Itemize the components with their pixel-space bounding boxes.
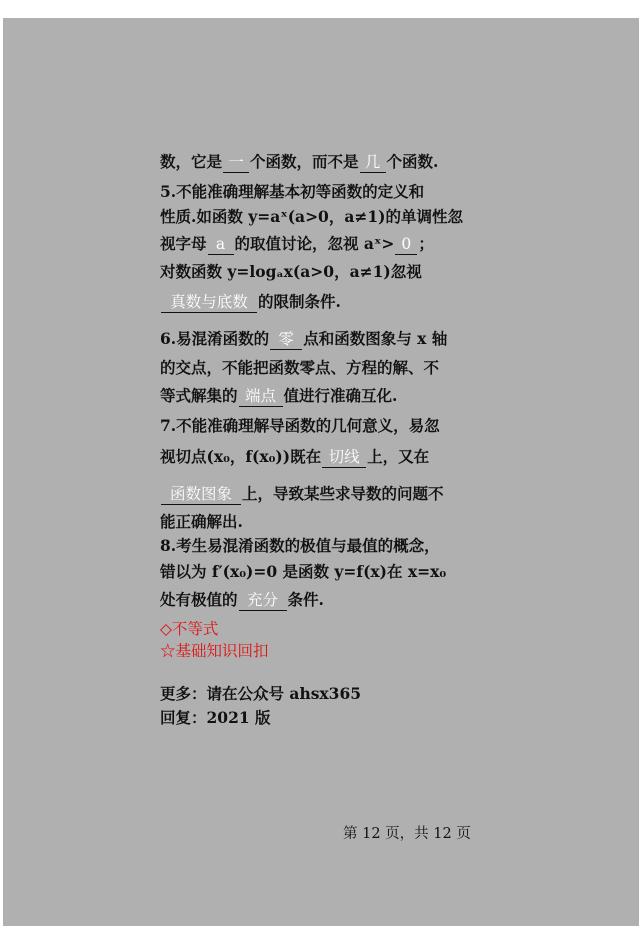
- text: 数，它是: [160, 152, 223, 171]
- text: 点和函数图象与 x 轴: [303, 329, 448, 348]
- answer-blank: a: [208, 234, 234, 255]
- answer-blank: 几: [360, 152, 386, 173]
- note-line: 回复：2021 版: [160, 708, 271, 727]
- text-line: 的交点，不能把函数零点、方程的解、不: [160, 358, 440, 377]
- text: 上，又在: [367, 447, 430, 466]
- text: 个函数.: [386, 152, 439, 171]
- text-line: 错以为 f′(x₀)=0 是函数 y=f(x)在 x=x₀: [160, 562, 447, 581]
- text: 等式解集的: [160, 386, 238, 405]
- text: 上，导致某些求导数的问题不: [242, 484, 444, 503]
- text: 的限制条件.: [258, 292, 341, 311]
- text: 条件.: [287, 590, 324, 609]
- text: 值进行准确互化.: [283, 386, 398, 405]
- answer-blank: 真数与底数: [161, 292, 257, 313]
- text-line: [160, 586, 324, 613]
- answer-blank: 函数图象: [161, 484, 241, 505]
- text-line: [160, 230, 434, 257]
- text-line: 对数函数 y=logₐx(a>0，a≠1)忽视: [160, 262, 422, 281]
- text: ；: [418, 234, 434, 253]
- text: 视字母: [160, 234, 207, 253]
- heading-item-8: 8.考生易混淆函数的极值与最值的概念，: [160, 536, 440, 555]
- heading-item-6: [160, 325, 447, 352]
- text-line: [160, 443, 429, 470]
- text-line: [160, 382, 397, 409]
- text-line: 能正确解出.: [160, 512, 243, 531]
- section-heading-basics: ☆基础知识回扣: [160, 642, 269, 660]
- note-line: 更多：请在公众号 ahsx365: [160, 684, 362, 703]
- text-line: 性质.如函数 y=aˣ(a>0，a≠1)的单调性忽: [160, 207, 463, 226]
- text: 视切点(x₀，f(x₀))既在: [160, 447, 322, 466]
- answer-blank: 切线: [322, 447, 366, 468]
- answer-blank: 0: [395, 234, 417, 255]
- heading-item-7: 7.不能准确理解导函数的几何意义，易忽: [160, 416, 440, 435]
- text: 的取值讨论，忽视 aˣ>: [234, 234, 395, 253]
- answer-blank: 零: [270, 329, 302, 350]
- text-line: [160, 288, 341, 315]
- answer-blank: 充分: [239, 590, 287, 611]
- document-page: [3, 18, 639, 926]
- section-heading-inequality: ◇不等式: [160, 620, 219, 638]
- heading-item-5: 5.不能准确理解基本初等函数的定义和: [160, 182, 425, 201]
- text: 处有极值的: [160, 590, 238, 609]
- text-line: [160, 480, 444, 507]
- text-line: [160, 148, 438, 175]
- answer-blank: 端点: [239, 386, 283, 407]
- text: 个函数，而不是: [250, 152, 359, 171]
- page-number: 第 12 页，共 12 页: [343, 826, 471, 842]
- text: 6.易混淆函数的: [160, 329, 270, 348]
- answer-blank: 一: [223, 152, 249, 173]
